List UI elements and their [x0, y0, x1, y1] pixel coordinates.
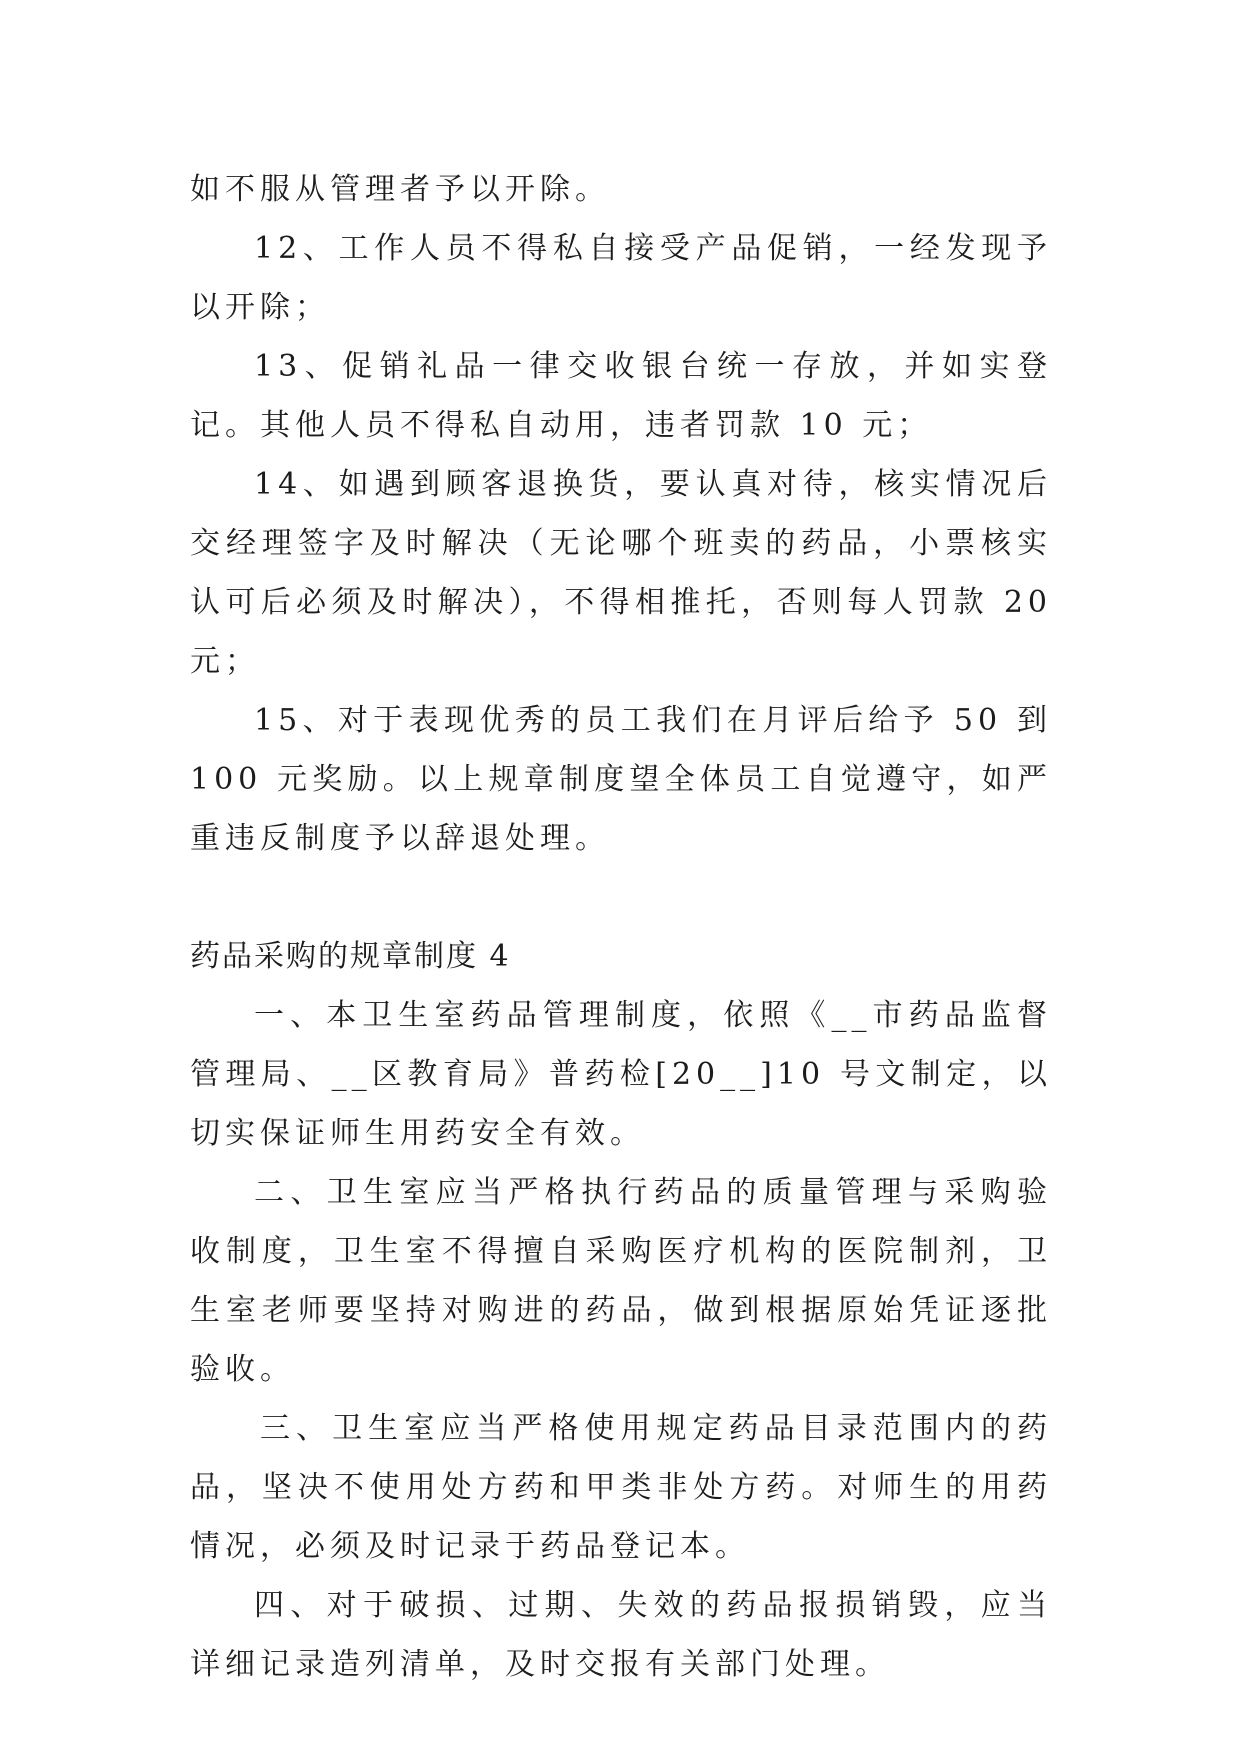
paragraph-rule-14: 14、如遇到顾客退换货，要认真对待，核实情况后交经理签字及时解决（无论哪个班卖的药品，小票核实认可后必须及时解决），不得相推托，否则每人罚款 20 元；	[190, 467, 1052, 679]
paragraph-item-4: 四、对于破损、过期、失效的药品报损销毁，应当详细记录造列清单，及时交报有关部门处理。	[190, 1588, 1052, 1682]
paragraph-item-3: 三、卫生室应当严格使用规定药品目录范围内的药品，坚决不使用处方药和甲类非处方药。对师生的用药情况，必须及时记录于药品登记本。	[190, 1411, 1052, 1564]
paragraph-item-1: 一、本卫生室药品管理制度，依照《__市药品监督管理局、__区教育局》普药检[20__]10 号文制定，以切实保证师生用药安全有效。	[190, 998, 1052, 1151]
section-title: 药品采购的规章制度 4	[190, 939, 511, 974]
paragraph-continuation: 如不服从管理者予以开除。	[190, 172, 610, 207]
paragraph-rule-15: 15、对于表现优秀的员工我们在月评后给予 50 到 100 元奖励。以上规章制度望全体员工自觉遵守，如严重违反制度予以辞退处理。	[190, 703, 1052, 856]
paragraph-rule-12: 12、工作人员不得私自接受产品促销，一经发现予以开除；	[190, 231, 1052, 325]
paragraph-rule-13: 13、促销礼品一律交收银台统一存放，并如实登记。其他人员不得私自动用，违者罚款 10 元；	[190, 349, 1052, 443]
document-body	[190, 160, 1052, 1694]
paragraph-item-2: 二、卫生室应当严格执行药品的质量管理与采购验收制度，卫生室不得擅自采购医疗机构的医院制剂，卫生室老师要坚持对购进的药品，做到根据原始凭证逐批验收。	[190, 1175, 1052, 1387]
